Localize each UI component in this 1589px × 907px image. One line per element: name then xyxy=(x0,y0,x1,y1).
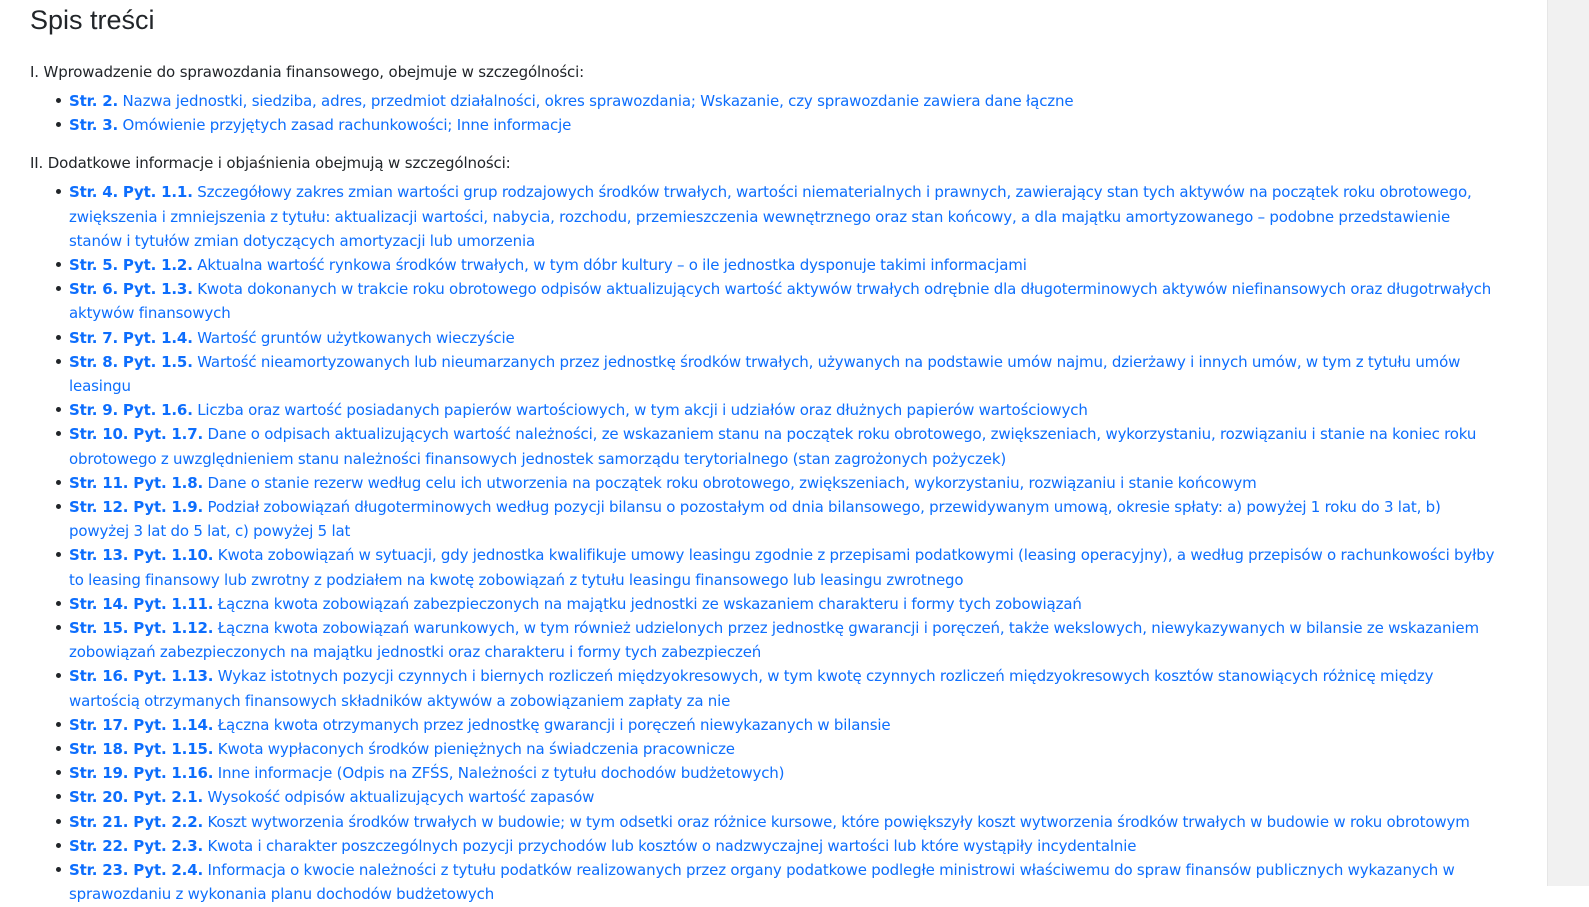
toc-link[interactable] xyxy=(69,425,1476,467)
toc-page-ref: Str. 12. Pyt. 1.9. xyxy=(69,498,204,517)
toc-item xyxy=(69,350,1500,398)
toc-page-ref: Str. 18. Pyt. 1.15. xyxy=(69,740,214,759)
toc-page-ref: Str. 4. Pyt. 1.1. xyxy=(69,183,193,202)
toc-item-text: Kwota wypłaconych środków pieniężnych na świadczenia pracownicze xyxy=(217,740,735,759)
toc-item xyxy=(69,253,1500,277)
toc-item xyxy=(69,616,1500,664)
toc-page-ref: Str. 9. Pyt. 1.6. xyxy=(69,401,193,420)
toc-item-text: Inne informacje (Odpis na ZFŚS, Należności z tytułu dochodów budżetowych) xyxy=(217,764,785,783)
toc-link[interactable] xyxy=(69,353,1460,395)
toc-item xyxy=(69,713,1500,737)
toc-page-ref: Str. 14. Pyt. 1.11. xyxy=(69,594,214,613)
toc-item-text: Wartość gruntów użytkowanych wieczyście xyxy=(197,328,515,347)
toc-link[interactable] xyxy=(69,861,1455,903)
toc-link[interactable] xyxy=(69,667,1433,709)
toc-link[interactable] xyxy=(69,474,1257,492)
toc-page-ref: Str. 22. Pyt. 2.3. xyxy=(69,836,204,855)
toc-link[interactable] xyxy=(69,813,1470,831)
toc-item xyxy=(69,495,1500,543)
toc-page-ref: Str. 2. xyxy=(69,92,119,110)
toc-page-ref: Str. 3. xyxy=(69,116,119,135)
toc-item-text: Informacja o kwocie należności z tytułu podatków realizowanych przez organy podatkowe podległe ministrowi właściwemu do spraw finansów publicznych wykazanych w sprawozdaniu z wykonania planu dochodów budżetowych xyxy=(69,861,1455,904)
toc-item xyxy=(69,664,1500,712)
toc-page-ref: Str. 23. Pyt. 2.4. xyxy=(69,861,204,880)
toc-page-ref: Str. 16. Pyt. 1.13. xyxy=(69,667,214,686)
toc-page-ref: Str. 6. Pyt. 1.3. xyxy=(69,280,193,299)
toc-item xyxy=(69,761,1500,785)
toc-item-text: Omówienie przyjętych zasad rachunkowości; Inne informacje xyxy=(122,116,572,135)
toc-link[interactable] xyxy=(69,764,784,782)
toc-item-text: Kwota i charakter poszczególnych pozycji przychodów lub kosztów o nadzwyczajnej wartości lub które wystąpiły incydentalnie xyxy=(207,836,1137,855)
toc-page-ref: Str. 10. Pyt. 1.7. xyxy=(69,425,204,444)
toc-item xyxy=(69,834,1500,858)
toc-item-text: Kwota dokonanych w trakcie roku obrotowego odpisów aktualizujących wartość aktywów trwałych odrębnie dla długoterminowych aktywów niefinansowych oraz długotrwałych aktywów finansowych xyxy=(69,280,1492,323)
page-title: Spis treści xyxy=(30,5,155,35)
toc-item xyxy=(69,113,1500,137)
toc-item-text: Podział zobowiązań długoterminowych według pozycji bilansu o pozostałym od dnia bilansowego, przewidywanym umową, okresie spłaty: a) powyżej 1 roku do 3 lat, b) powyżej 3 lat do 5 lat, c) powyżej 5 lat xyxy=(69,498,1441,541)
toc-item xyxy=(69,398,1500,422)
toc-link[interactable] xyxy=(69,498,1441,540)
toc-item-text: Wysokość odpisów aktualizujących wartość zapasów xyxy=(207,788,595,807)
toc-item-text: Łączna kwota zobowiązań warunkowych, w tym również udzielonych przez jednostkę gwarancji i poręczeń, także wekslowych, niewykazywanych w bilansie ze wskazaniem zobowiązań zabezpieczonych na majątku jednostki oraz charakteru i formy tych zabezpieczeń xyxy=(69,619,1479,662)
toc-item-text: Szczegółowy zakres zmian wartości grup rodzajowych środków trwałych, wartości niematerialnych i prawnych, zawierający stan tych aktywów na początek roku obrotowego, zwiększenia i zmniejszenia z tytułu: aktualizacji wartości, nabycia, rozchodu, przemieszczenia wewnętrznego oraz stan końcowy, a dla majątku amortyzowanego – podobne przedstawienie stanów i tytułów zmian dotyczących amortyzacji lub umorzenia xyxy=(69,183,1472,250)
toc-link[interactable] xyxy=(69,116,571,134)
toc-link[interactable] xyxy=(69,837,1136,855)
toc-link[interactable] xyxy=(69,280,1491,322)
toc-content xyxy=(30,0,1500,907)
toc-item-text: Kwota zobowiązań w sytuacji, gdy jednostka kwalifikuje umowy leasingu zgodnie z przepisami podatkowymi (leasing operacyjny), a według przepisów o rachunkowości byłby to leasing finansowy lub zwrotny z podziałem na kwotę zobowiązań z tytułu leasingu finansowego lub leasingu zwrotnego xyxy=(69,546,1495,589)
toc-item xyxy=(69,89,1500,113)
toc-page-ref: Str. 21. Pyt. 2.2. xyxy=(69,812,204,831)
toc-item-text: Dane o odpisach aktualizujących wartość należności, ze wskazaniem stanu na początek roku obrotowego, zwiększeniach, wykorzystaniu, rozwiązaniu i stanie na koniec roku obrotowego z uwzględnieniem stanu należności finansowych jednostek samorządu terytorialnego (stan zagrożonych pożyczek) xyxy=(69,425,1477,468)
toc-page-ref: Str. 5. Pyt. 1.2. xyxy=(69,256,193,275)
toc-link[interactable] xyxy=(69,788,594,806)
toc-item xyxy=(69,858,1500,906)
toc-link[interactable] xyxy=(69,256,1027,274)
toc-item-text: Łączna kwota otrzymanych przez jednostkę gwarancji i poręczeń niewykazanych w bilansie xyxy=(217,715,891,734)
toc-link[interactable] xyxy=(69,740,735,758)
toc-link[interactable] xyxy=(69,92,1073,110)
toc-page-ref: Str. 8. Pyt. 1.5. xyxy=(69,352,193,371)
toc-link[interactable] xyxy=(69,716,890,734)
toc-page-ref: Str. 19. Pyt. 1.16. xyxy=(69,764,214,783)
toc-page-ref: Str. 20. Pyt. 2.1. xyxy=(69,788,204,807)
toc-page-ref: Str. 7. Pyt. 1.4. xyxy=(69,328,193,347)
toc-page-ref: Str. 13. Pyt. 1.10. xyxy=(69,546,214,565)
toc-item xyxy=(69,277,1500,325)
toc-item-text: Nazwa jednostki, siedziba, adres, przedmiot działalności, okres sprawozdania; Wskazanie, czy sprawozdanie zawiera dane łączne xyxy=(122,92,1074,110)
toc-page-ref: Str. 17. Pyt. 1.14. xyxy=(69,715,214,734)
toc-item xyxy=(69,785,1500,809)
toc-link[interactable] xyxy=(69,595,1082,613)
toc-item xyxy=(69,592,1500,616)
toc-item-text: Wykaz istotnych pozycji czynnych i biernych rozliczeń międzyokresowych, w tym kwotę czynnych rozliczeń międzyokresowych kosztów stanowiących różnicę między wartością otrzymanych finansowych składników aktywów a zobowiązaniem zapłaty za nie xyxy=(69,667,1434,710)
toc-item xyxy=(69,810,1500,834)
toc-item xyxy=(69,737,1500,761)
toc-item-text: Liczba oraz wartość posiadanych papierów wartościowych, w tym akcji i udziałów oraz dłużnych papierów wartościowych xyxy=(197,401,1088,420)
section-title-additional-info: II. Dodatkowe informacje i objaśnienia obejmują w szczególności: xyxy=(30,154,511,173)
toc-page-ref: Str. 11. Pyt. 1.8. xyxy=(69,473,204,492)
toc-link[interactable] xyxy=(69,329,515,347)
scrollbar[interactable] xyxy=(1547,0,1589,886)
toc-item-text: Dane o stanie rezerw według celu ich utworzenia na początek roku obrotowego, zwiększeniach, wykorzystaniu, rozwiązaniu i stanie końcowym xyxy=(207,473,1257,492)
toc-item-text: Łączna kwota zobowiązań zabezpieczonych na majątku jednostki ze wskazaniem charakteru i formy tych zobowiązań xyxy=(217,594,1082,613)
toc-item xyxy=(69,326,1500,350)
toc-item xyxy=(69,543,1500,591)
toc-link[interactable] xyxy=(69,401,1088,419)
toc-list-additional-info xyxy=(30,180,1500,906)
toc-item-text: Wartość nieamortyzowanych lub nieumarzanych przez jednostkę środków trwałych, używanych na podstawie umów najmu, dzierżawy i innych umów, w tym z tytułu umów leasingu xyxy=(69,352,1461,396)
toc-item xyxy=(69,471,1500,495)
toc-page-ref: Str. 15. Pyt. 1.12. xyxy=(69,619,214,638)
toc-item-text: Aktualna wartość rynkowa środków trwałych, w tym dóbr kultury – o ile jednostka dysponuje takimi informacjami xyxy=(197,256,1027,275)
toc-link[interactable] xyxy=(69,619,1479,661)
toc-item xyxy=(69,180,1500,253)
toc-item-text: Koszt wytworzenia środków trwałych w budowie; w tym odsetki oraz różnice kursowe, które powiększyły koszt wytworzenia środków trwałych w budowie w roku obrotowym xyxy=(207,812,1470,831)
section-title-intro: I. Wprowadzenie do sprawozdania finansowego, obejmuje w szczególności: xyxy=(30,63,585,81)
toc-link[interactable] xyxy=(69,183,1472,249)
toc-link[interactable] xyxy=(69,546,1494,588)
toc-list-intro xyxy=(30,89,1500,137)
toc-item xyxy=(69,422,1500,470)
